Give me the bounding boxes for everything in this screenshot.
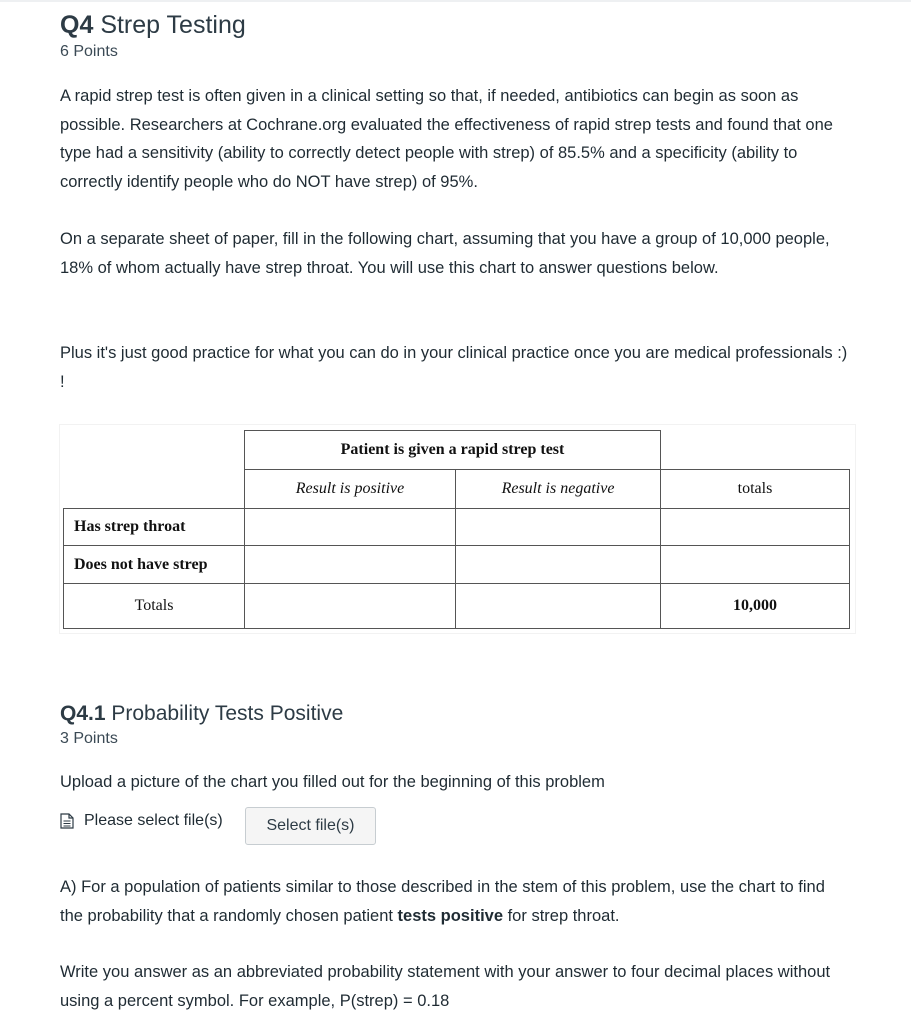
question-points: 6 Points — [60, 43, 118, 60]
row-header-totals: Totals — [63, 583, 245, 629]
select-files-button[interactable]: Select file(s) — [245, 807, 376, 845]
table-cell — [455, 508, 661, 546]
top-divider — [0, 0, 911, 2]
row-header-has-strep: Has strep throat — [63, 508, 245, 546]
file-selection-status — [60, 812, 223, 830]
question-paragraph-3: Plus it's just good practice for what you can do in your clinical practice once you are medical professionals :) ! — [60, 344, 848, 391]
question-title — [60, 11, 246, 40]
question-paragraph-1: A rapid strep test is often given in a clinical setting so that, if needed, antibiotics can begin as soon as possible. Researchers at Cochrane.org evaluated the effectiveness of rapid strep tests and found that one type had a sensitivity (ability to correctly detect people with strep) of 85.5% and a specificity (ability to correctly identify people who do NOT have strep) of 95%. — [60, 87, 833, 191]
table-cell — [244, 508, 456, 546]
part-a-emphasis: tests positive — [397, 906, 504, 925]
upload-instructions: Upload a picture of the chart you filled out for the beginning of this problem — [60, 773, 605, 791]
question-title-text: Strep Testing — [100, 11, 246, 39]
strep-chart-table — [60, 425, 855, 633]
question-number: Q4 — [60, 11, 94, 39]
table-cell — [455, 583, 661, 629]
question-paragraph-2: On a separate sheet of paper, fill in the following chart, assuming that you have a group of 10,000 people, 18% of whom actually have strep throat. You will use this chart to answer questions below. — [60, 230, 830, 277]
grand-total-cell: 10,000 — [660, 583, 850, 629]
subquestion-points: 3 Points — [60, 730, 118, 747]
part-a-text-end: for strep throat. — [503, 906, 620, 925]
col-header-positive: Result is positive — [244, 469, 456, 509]
col-header-negative: Result is negative — [455, 469, 661, 509]
col-header-totals: totals — [660, 469, 850, 509]
table-cell — [455, 545, 661, 584]
subquestion-number: Q4.1 — [60, 702, 106, 725]
table-cell — [660, 508, 850, 546]
document-icon — [60, 813, 74, 829]
file-label: Please select file(s) — [84, 812, 223, 829]
table-cell — [244, 583, 456, 629]
part-a-text: A) For a population of patients similar to those described in the stem of this problem, use the chart to find the probability that a randomly chosen patient — [60, 878, 825, 925]
part-a-prompt — [60, 873, 850, 930]
table-cell — [244, 545, 456, 584]
table-header-group: Patient is given a rapid strep test — [244, 430, 661, 470]
subquestion-title-text: Probability Tests Positive — [111, 702, 344, 725]
row-header-no-strep: Does not have strep — [63, 545, 245, 584]
subquestion-title — [60, 702, 343, 726]
answer-format-instructions: Write you answer as an abbreviated probability statement with your answer to four decimal places without using a percent symbol. For example, P(strep) = 0.18 — [60, 963, 831, 1010]
table-cell — [660, 545, 850, 584]
